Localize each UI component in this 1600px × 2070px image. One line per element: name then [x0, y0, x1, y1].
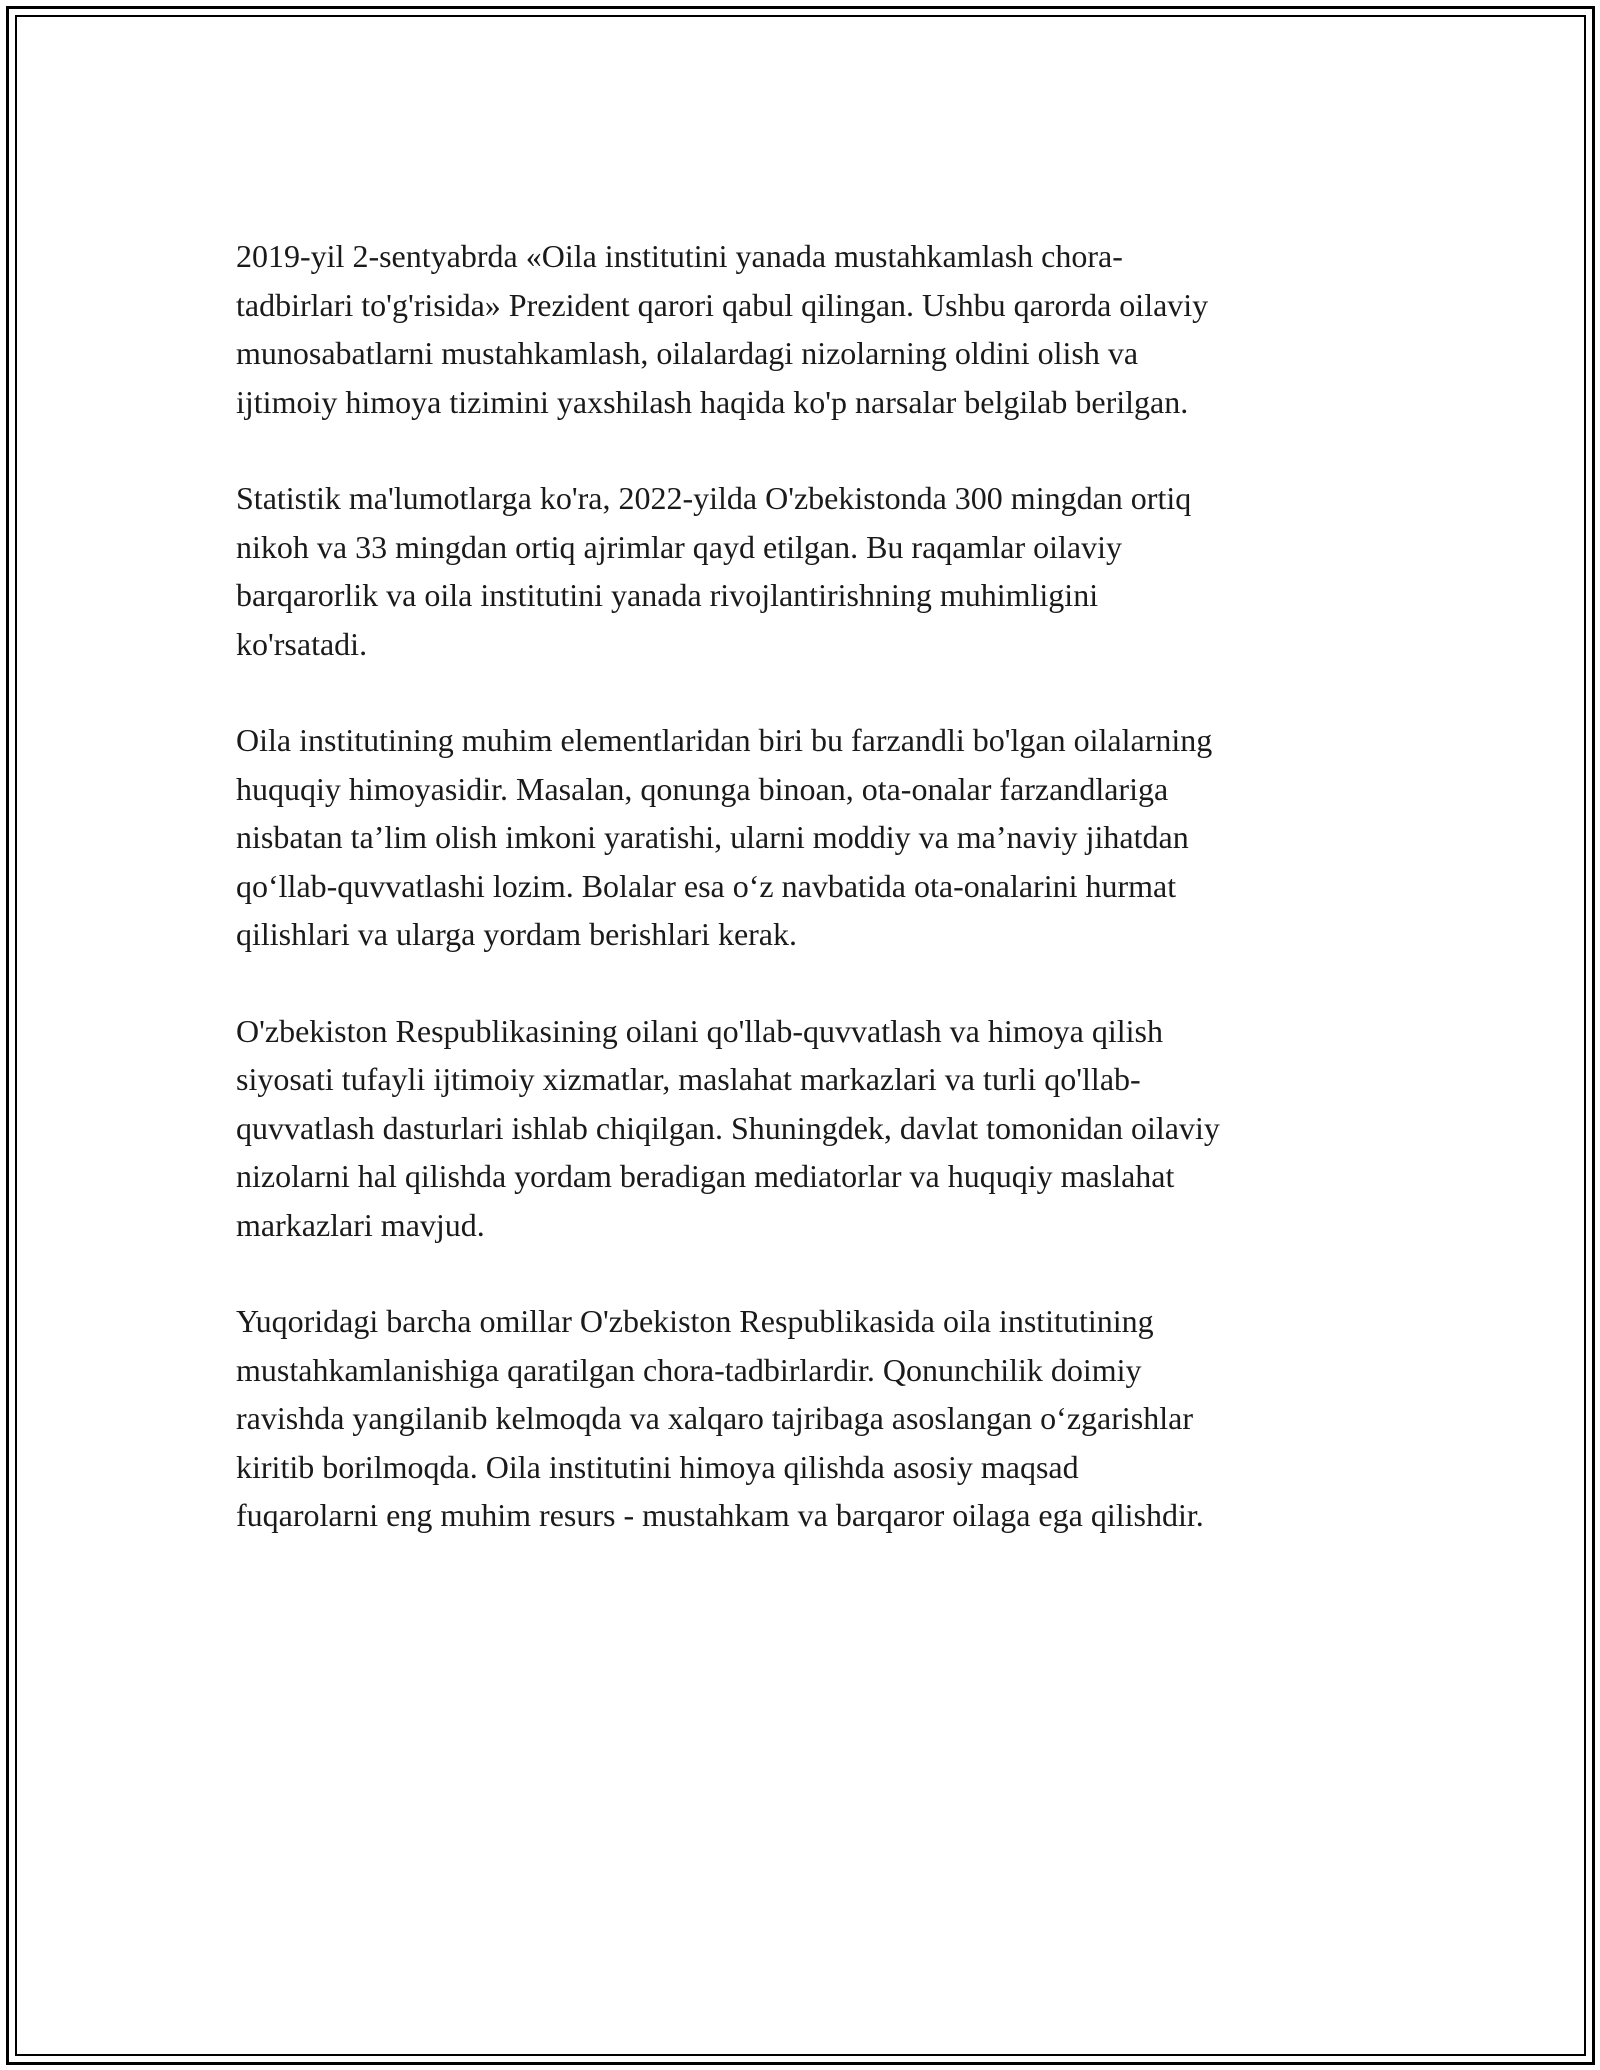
- text-line: qilishlari va ularga yordam berishlari kerak.: [236, 916, 797, 952]
- text-line: quvvatlash dasturlari ishlab chiqilgan. Shuningdek, davlat tomonidan oilaviy: [236, 1109, 1220, 1146]
- text-line: kiritib borilmoqda. Oila institutini himoya qilishda asosiy maqsad: [236, 1448, 1079, 1485]
- text-line: 2019-yil 2-sentyabrda «Oila institutini yanada mustahkamlash chora-: [236, 238, 1123, 274]
- text-line: huquqiy himoyasidir. Masalan, qonunga binoan, ota-onalar farzandlariga: [236, 770, 1169, 807]
- text-line: siyosati tufayli ijtimoiy xizmatlar, maslahat markazlari va turli qo'llab-: [236, 1061, 1141, 1097]
- paragraph-5: [236, 1297, 1366, 1540]
- text-line: nikoh va 33 mingdan ortiq ajrimlar qayd etilgan. Bu raqamlar oilaviy: [236, 528, 1122, 565]
- paragraph-1: [236, 232, 1366, 426]
- text-line: qo‘llab-quvvatlashi lozim. Bolalar esa o‘z navbatida ota-onalarini hurmat: [236, 867, 1177, 904]
- paragraph-4: [236, 1007, 1366, 1250]
- text-line: barqarorlik va oila institutini yanada rivojlantirishning muhimligini: [236, 577, 1099, 613]
- paragraph-3: [236, 716, 1366, 959]
- text-line: Oila institutining muhim elementlaridan biri bu farzandli bo'lgan oilalarning: [236, 722, 1213, 758]
- text-line: ravishda yangilanib kelmoqda va xalqaro tajribaga asoslangan o‘zgarishlar: [236, 1400, 1193, 1436]
- text-line: nizolarni hal qilishda yordam beradigan mediatorlar va huquqiy maslahat: [236, 1158, 1175, 1194]
- text-line: munosabatlarni mustahkamlash, oilalardagi nizolarning oldini olish va: [236, 335, 1139, 371]
- text-line: tadbirlari to'g'risida» Prezident qarori qabul qilingan. Ushbu qarorda oilaviy: [236, 286, 1209, 323]
- text-line: fuqarolarni eng muhim resurs - mustahkam va barqaror oilaga ega qilishdir.: [236, 1497, 1204, 1533]
- text-line: Statistik ma'lumotlarga ko'ra, 2022-yilda O'zbekistonda 300 mingdan ortiq: [236, 480, 1192, 516]
- paragraph-2: [236, 474, 1366, 668]
- document-body: [236, 232, 1366, 1588]
- text-line: O'zbekiston Respublikasining oilani qo'llab-quvvatlash va himoya qilish: [236, 1012, 1163, 1049]
- text-line: mustahkamlanishiga qaratilgan chora-tadbirlardir. Qonunchilik doimiy: [236, 1351, 1142, 1388]
- text-line: ijtimoiy himoya tizimini yaxshilash haqida ko'p narsalar belgilab berilgan.: [236, 383, 1189, 420]
- text-line: ko'rsatadi.: [236, 625, 368, 662]
- text-line: Yuqoridagi barcha omillar O'zbekiston Respublikasida oila institutining: [236, 1303, 1154, 1339]
- text-line: markazlari mavjud.: [236, 1206, 485, 1243]
- text-line: nisbatan ta’lim olish imkoni yaratishi, ularni moddiy va ma’naviy jihatdan: [236, 819, 1189, 855]
